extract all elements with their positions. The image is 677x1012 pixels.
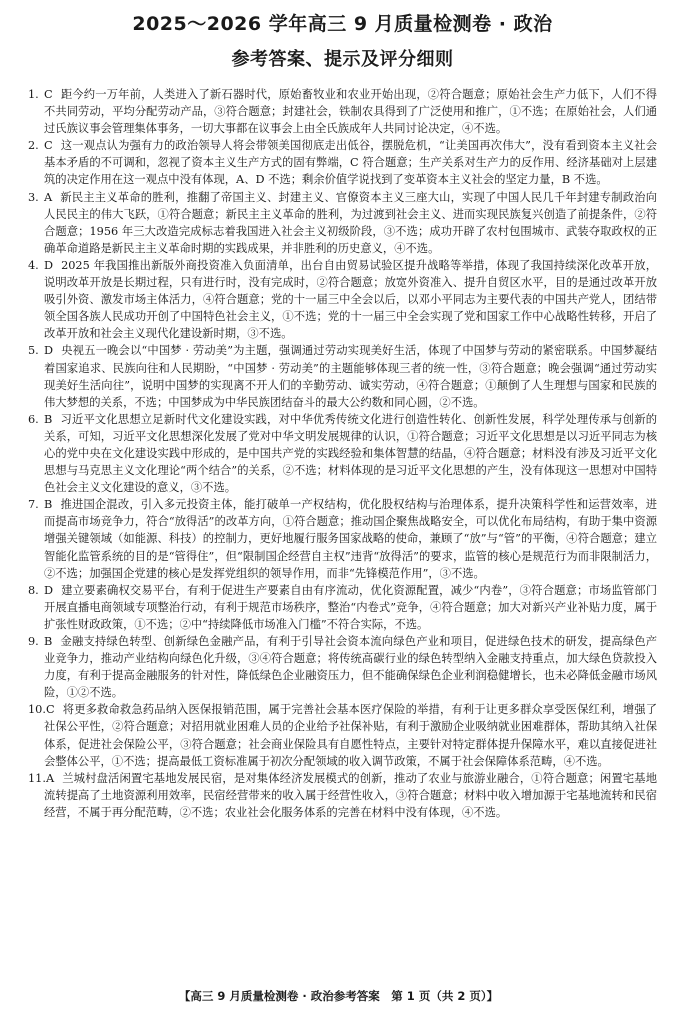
item-answer: C	[45, 703, 55, 717]
answer-item-4	[28, 257, 657, 342]
item-number: 2.	[28, 139, 39, 153]
answer-item-9	[28, 633, 657, 701]
item-number: 5.	[28, 344, 39, 358]
answer-item-11	[28, 770, 657, 821]
answer-item-3	[28, 189, 657, 257]
item-explanation: 习近平文化思想立足新时代文化建设实践，对中华优秀传统文化进行创造性转化、创新性发展，科学处理传承与创新的关系，可知，习近平文化思想深化发展了党对中华文明发展规律的认识，①符合题意；习近平文化思想是以习近平同志为核心的党中央在文化建设实践中形成的，是中国共产党的实践经验和集体智慧的结晶，④符合题意；材料没有涉及习近平文化思想与马克思主义文化理论“两个结合”的关系，②不选；材料体现的是习近平文化思想的产生，没有体现这一思想对中国特色社会主义文化建设的意义，③不选。	[44, 412, 657, 495]
item-explanation: 金融支持绿色转型、创新绿色金融产品，有利于引导社会资本流向绿色产业和项目，促进绿色技术的研发，提高绿色产业竞争力，推动产业结构向绿色化升级，③④符合题意；将传统高碳行业的绿色转型纳入金融支持重点，加大绿色贷款投入力度，有利于提高金融服务的针对性，降低绿色企业融资压力，但不能确保绿色企业利润稳健增长，也未必降低金融市场风险，①②不选。	[44, 635, 657, 700]
item-number: 3.	[28, 190, 39, 204]
item-number: 1.	[28, 88, 39, 101]
answer-list	[28, 86, 657, 821]
item-answer: D	[44, 344, 54, 358]
item-answer: A	[44, 190, 53, 204]
item-answer: D	[44, 583, 54, 597]
item-answer: B	[44, 498, 53, 512]
item-answer: B	[44, 412, 53, 426]
page-title: 2025～2026 学年高三 9 月质量检测卷 · 政治	[132, 13, 553, 35]
item-explanation: 央视五一晚会以“中国梦 · 劳动美”为主题，强调通过劳动实现美好生活，体现了中国梦与劳动的紧密联系。中国梦凝结着国家追求、民族向往和人民期盼，“中国梦 · 劳动美”的主题能够体现三者的统一性，③符合题意；晚会强调“通过劳动实现美好生活向往”，说明中国梦的实现离不开人们的辛勤劳动、诚实劳动，④符合题意；①颠倒了人生理想与国家和民族的伟大梦想的关系，不选；中国梦成为中华民族团结奋斗的最大公约数和同心圆，②不选。	[44, 344, 657, 409]
answer-item-2	[28, 137, 657, 188]
page-footer: 【高三 9 月质量检测卷 · 政治参考答案 第 1 页（共 2 页）】	[178, 989, 499, 1003]
answer-item-5	[28, 342, 657, 410]
answer-item-8	[28, 582, 657, 633]
answer-item-6	[28, 411, 657, 496]
item-answer: C	[44, 88, 53, 101]
item-number: 4.	[28, 258, 39, 272]
item-answer: C	[44, 139, 53, 153]
item-explanation: 新民主主义革命的胜利，推翻了帝国主义、封建主义、官僚资本主义三座大山，实现了中国人民几千年封建专制政治向人民民主的伟大飞跃，①符合题意；新民主主义革命的胜利，为过渡到社会主义、进而实现民族复兴创造了前提条件，②符合题意；1956 年三大改造完成标志着我国进入社会主义初级阶段，③不选；成功开辟了农村包围城市、武装夺取政权的正确革命道路是新民主主义革命时期的实践成果，并非胜利的历史意义，④不选。	[44, 190, 657, 255]
item-number: 6.	[28, 412, 39, 426]
item-answer: B	[44, 635, 53, 648]
item-number: 7.	[28, 498, 39, 512]
item-explanation: 将更多救命救急药品纳入医保报销范围，属于完善社会基本医疗保险的举措，有利于让更多群众享受医保红利，增强了社保公平性，②符合题意；对招用就业困难人员的企业给予社保补贴，有利于激励企业吸纳就业困难群体，帮助其纳入社保体系，促进社会保险公平，③符合题意；社会商业保险具有自愿性特点，主要针对特定群体提升保障水平，难以直接促进社会整体公平，①不选；提高最低工资标准属于初次分配领域的收入调节政策，不属于社会保障体系范畴，④不选。	[44, 703, 657, 768]
answer-item-7	[28, 496, 657, 581]
answer-item-10	[28, 701, 657, 769]
item-number: 8.	[28, 583, 39, 597]
item-explanation: 建立要素确权交易平台，有利于促进生产要素自由有序流动，优化资源配置，减少“内卷”，③符合题意；市场监管部门开展直播电商领域专项整治行动，有利于规范市场秩序，整治“内卷式”竞争，④符合题意；加大对新兴产业补贴力度，属于扩张性财政政策，①不选；②中“持续降低市场准入门槛”不符合实际，不选。	[44, 583, 657, 631]
item-answer: D	[44, 258, 54, 272]
item-answer: A	[45, 771, 55, 785]
item-explanation: 这一观点认为强有力的政治领导人将会带领美国彻底走出低谷，摆脱危机，“让美国再次伟大”，没有看到资本主义社会基本矛盾的不可调和，忽视了资本主义生产方式的固有弊端，C 符合题意；生产关系对生产力的反作用、经济基础对上层建筑的决定作用在这一观点中没有体现，A、D 不选；剩余价值学说找到了变革资本主义社会的坚定力量，B 不选。	[44, 139, 657, 187]
page-subtitle: 参考答案、提示及评分细则	[231, 49, 454, 70]
item-number: 11.	[28, 771, 46, 785]
item-explanation: 2025 年我国推出新版外商投资准入负面清单，出台自由贸易试验区提升战略等举措，体现了我国持续深化改革开放，说明改革开放是长期过程，只有进行时，没有完成时，②符合题意；放宽外资准入、提升自贸区水平，目的是通过改革开放吸引外资、激发市场主体活力，④符合题意；党的十一届三中全会以后，以邓小平同志为主要代表的中国共产党人，团结带领全国各族人民成功开创了中国特色社会主义，①不选；党的十一届三中全会实现了党和国家工作中心战略性转移，开启了改革开放和社会主义现代化建设新时期，③不选。	[44, 258, 657, 341]
item-explanation: 推进国企混改，引入多元投资主体，能打破单一产权结构，优化股权结构与治理体系，提升决策科学性和运营效率，进而提高市场竞争力，符合“放得活”的改革方向，①符合题意；推动国企聚焦战略安全，可以优化布局结构，有助于集中资源增强关键领域（如能源、科技）的控制力，更好地履行服务国家战略的使命，兼顾了“放”与“管”的平衡，④符合题意；建立智能化监管系统的目的是“管得住”，但“限制国企经营自主权”违背“放得活”的要求，监管的核心是规范行为而非限制活力，②不选；加强国企党建的核心是发挥党组织的领导作用，而非“先锋模范作用”，③不选。	[44, 498, 657, 580]
answer-item-1	[28, 86, 657, 137]
item-number: 9.	[28, 635, 39, 648]
item-explanation: 兰城村盘活闲置宅基地发展民宿，是对集体经济发展模式的创新，推动了农业与旅游业融合，①符合题意；闲置宅基地流转提高了土地资源利用效率，民宿经营带来的收入属于经营性收入，③符合题意；材料中收入增加源于宅基地流转和民宿经营，不属于再分配范畴，②不选；农业社会化服务体系的完善在材料中没有体现，④不选。	[44, 771, 657, 819]
item-explanation: 距今约一万年前，人类进入了新石器时代，原始畜牧业和农业开始出现，②符合题意；原始社会生产力低下，人们不得不共同劳动，平均分配劳动产品，③符合题意；封建社会，铁制农具得到了广泛使用和推广，①不选；在原始社会，人们通过氏族议事会管理集体事务，一切大事都在议事会上由全氏族成年人共同讨论决定，④不选。	[44, 88, 657, 136]
item-number: 10.	[28, 703, 46, 717]
